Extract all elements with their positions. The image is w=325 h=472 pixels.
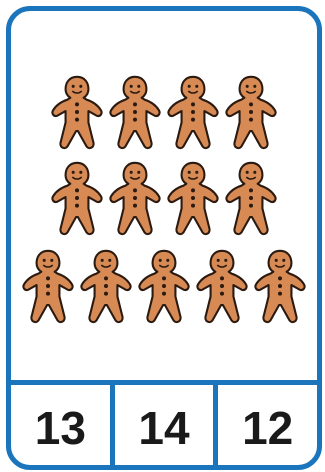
gingerbread-man-icon — [164, 159, 222, 239]
figures-row-3 — [11, 247, 317, 327]
gingerbread-man-icon — [193, 247, 251, 327]
gingerbread-man-icon — [106, 159, 164, 239]
gingerbread-man-icon — [251, 247, 309, 327]
gingerbread-man-icon — [106, 73, 164, 153]
gingerbread-man-icon — [164, 73, 222, 153]
gingerbread-man-icon — [222, 159, 280, 239]
gingerbread-man-icon — [222, 73, 280, 153]
gingerbread-man-icon — [19, 247, 77, 327]
answer-option-12[interactable]: 12 — [242, 401, 294, 454]
gingerbread-picture-area — [11, 11, 317, 380]
gingerbread-man-icon — [48, 73, 106, 153]
figures-row-2 — [11, 159, 317, 239]
gingerbread-man-icon — [48, 159, 106, 239]
figures-row-1 — [11, 73, 317, 153]
gingerbread-man-icon — [77, 247, 135, 327]
answer-option-14[interactable]: 14 — [115, 385, 219, 470]
answer-options — [11, 380, 317, 470]
counting-card — [6, 6, 322, 470]
answer-option-13[interactable]: 13 — [11, 385, 115, 470]
gingerbread-man-icon — [135, 247, 193, 327]
